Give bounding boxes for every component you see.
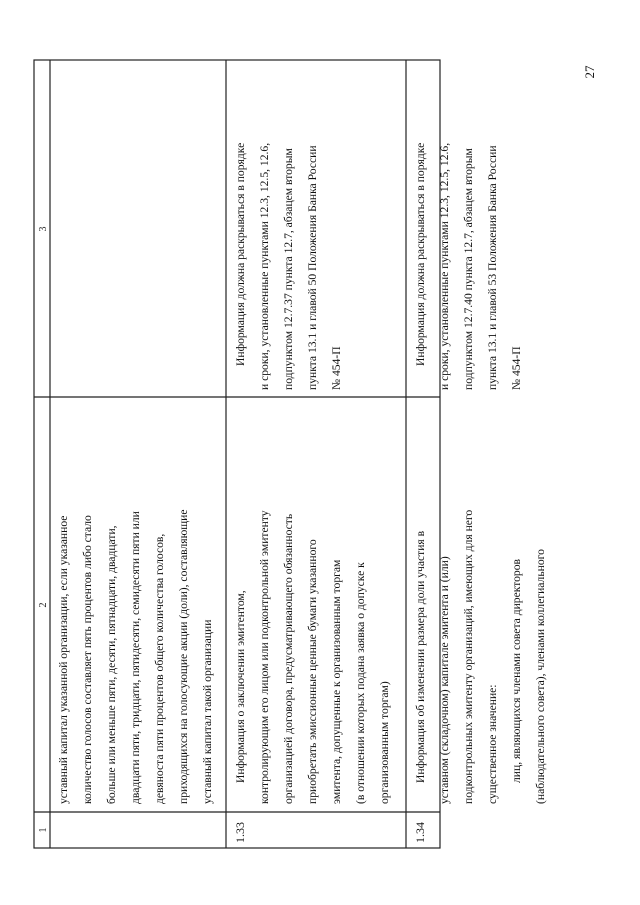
- text-line: и сроки, установленные пунктами 12.3, 12.5, 12.6,: [258, 142, 271, 390]
- text-line: уставный капитал указанной организации, если указанное: [57, 515, 70, 804]
- text-line: Информация должна раскрываться в порядке: [234, 142, 247, 366]
- row-number: 1.34: [413, 822, 427, 843]
- table-row-1-33: [233, 143, 391, 843]
- row-description: [234, 510, 391, 804]
- row-number: 1.33: [233, 822, 247, 843]
- text-line: приобретать эмиссионные ценные бумаги указанного: [306, 539, 319, 804]
- text-line: девяноста пяти процентов общего количества голосов,: [153, 533, 166, 804]
- text-line: организованным торгам): [378, 681, 391, 804]
- text-line: № 454-П: [510, 346, 523, 390]
- text-line: и сроки, установленные пунктами 12.3, 12.5, 12.6,: [438, 142, 451, 390]
- column-header-1: 1: [38, 827, 49, 833]
- text-line: двадцати пяти, тридцати, пятидесяти, семидесяти пяти или: [129, 511, 142, 804]
- text-line: подконтрольных эмитенту организаций, имеющих для него: [462, 509, 475, 804]
- text-line: подпунктом 12.7.40 пункта 12.7, абзацем вторым: [462, 148, 475, 390]
- row-disclosure: [234, 143, 343, 390]
- table-row-1-34: [413, 143, 547, 843]
- column-header-2: 2: [38, 602, 49, 608]
- text-line: пункта 13.1 и главой 50 Положения Банка России: [306, 145, 319, 390]
- text-line: (наблюдательного совета), членами коллегиального: [534, 549, 547, 804]
- text-line: существенное значение:: [486, 684, 499, 804]
- text-line: количество голосов составляет пять процентов либо стало: [81, 515, 94, 804]
- text-line: эмитента, допущенные к организованным торгам: [330, 559, 343, 804]
- text-line: Информация об изменении размера доли участия в: [414, 530, 427, 783]
- row-disclosure: [414, 143, 523, 390]
- text-line: (в отношении которых подана заявка о допуске к: [354, 562, 367, 804]
- text-line: № 454-П: [330, 346, 343, 390]
- text-line: Информация должна раскрываться в порядке: [414, 142, 427, 366]
- column-headers: [38, 227, 49, 833]
- text-line: контролирующим его лицом или подконтрольной эмитенту: [258, 510, 271, 804]
- text-line: лиц, являющихся членами совета директоров: [510, 558, 523, 783]
- page-number: 27: [582, 65, 597, 79]
- text-line: пункта 13.1 и главой 53 Положения Банка России: [486, 145, 499, 390]
- text-line: подпунктом 12.7.37 пункта 12.7, абзацем вторым: [282, 148, 295, 390]
- text-line: организацией договора, предусматривающего обязанность: [282, 513, 295, 804]
- text-line: уставном (складочном) капитале эмитента и (или): [438, 556, 451, 804]
- text-line: Информация о заключении эмитентом,: [234, 590, 247, 783]
- text-line: больше или меньше пяти, десяти, пятнадцати, двадцати,: [105, 525, 118, 804]
- row-description: [414, 510, 547, 804]
- continuation-cell: [57, 509, 214, 804]
- text-line: уставный капитал такой организации: [201, 619, 214, 804]
- text-line: приходящихся на голосующие акции (доли), составляющие: [177, 509, 190, 804]
- column-header-3: 3: [38, 226, 49, 232]
